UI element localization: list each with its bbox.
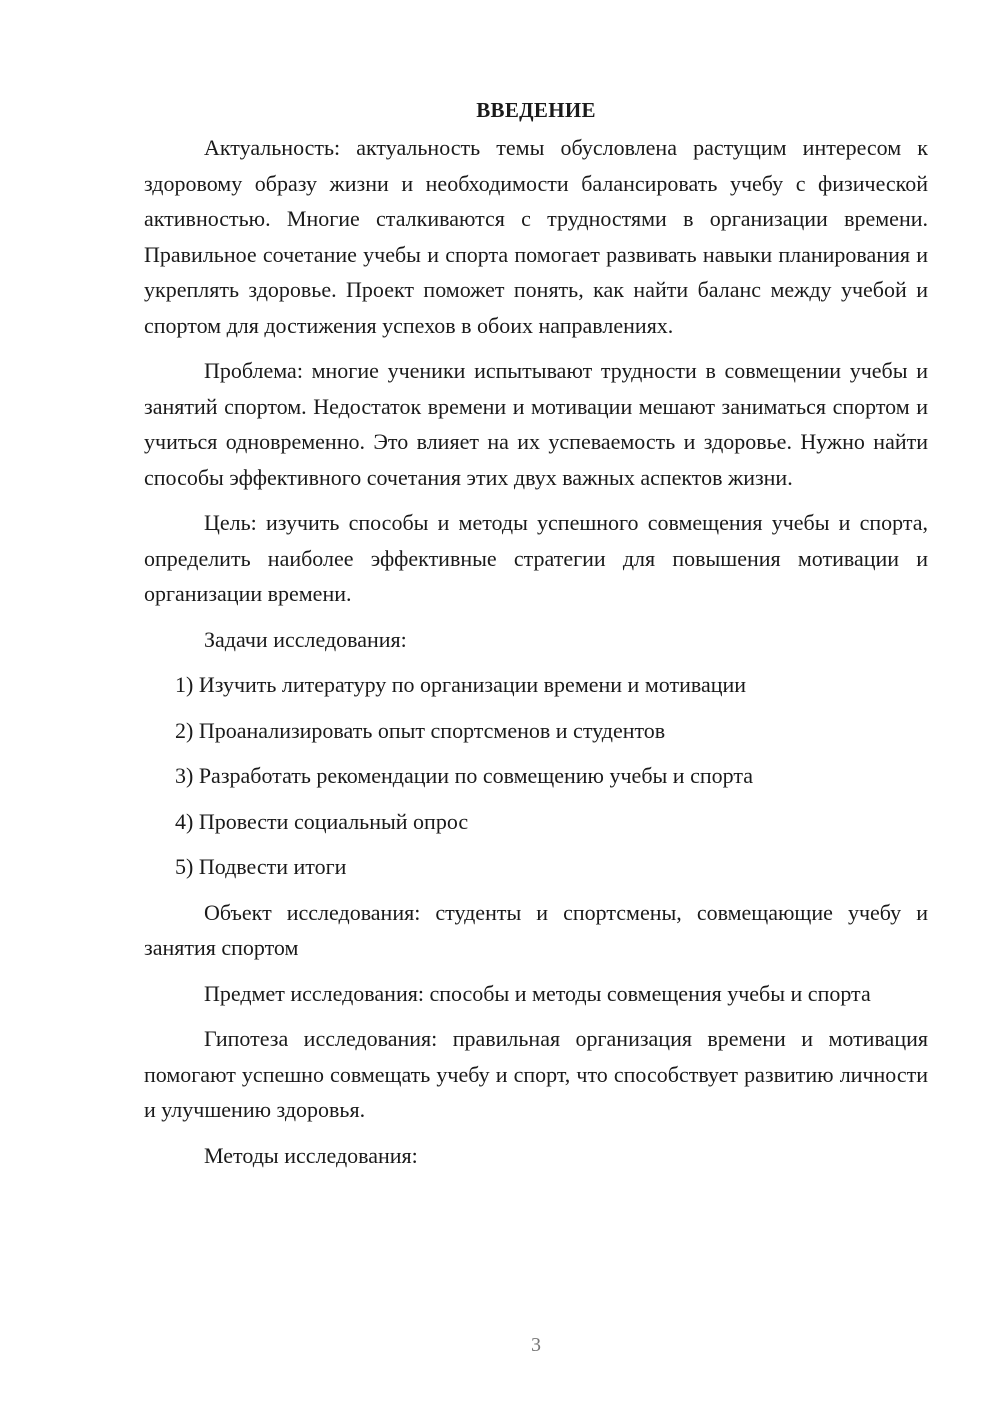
page-number: 3 [531, 1334, 541, 1356]
problem-paragraph: Проблема: многие ученики испытывают трудности в совмещении учебы и занятий спортом. Недостаток времени и мотивации мешают заниматься спортом и учиться одновременно. Это влияет на их успеваемость и здоровье. Нужно найти способы эффективного сочетания этих двух важных аспектов жизни. [144, 358, 928, 490]
object-paragraph: Объект исследования: студенты и спортсмены, совмещающие учебу и занятия спортом [144, 899, 928, 960]
document-page [144, 92, 928, 1183]
hypothesis-paragraph: Гипотеза исследования: правильная организация времени и мотивация помогают успешно совмещать учебу и спорт, что способствует развитию личности и улучшению здоровья. [144, 1026, 928, 1122]
task-item-4: 4) Провести социальный опрос [175, 808, 469, 834]
task-item-1: 1) Изучить литературу по организации времени и мотивации [175, 672, 747, 697]
task-item-5: 5) Подвести итоги [175, 854, 347, 879]
task-item-3: 3) Разработать рекомендации по совмещению учебы и спорта [175, 763, 753, 788]
task-item-2: 2) Проанализировать опыт спортсменов и студентов [175, 717, 666, 743]
goal-paragraph: Цель: изучить способы и методы успешного совмещения учебы и спорта, определить наиболее эффективные стратегии для повышения мотивации и организации времени. [144, 510, 928, 606]
tasks-heading: Задачи исследования: [204, 626, 407, 652]
tasks-list [144, 667, 928, 885]
page-title: ВВЕДЕНИЕ [476, 98, 596, 122]
subject-paragraph: Предмет исследования: способы и методы совмещения учебы и спорта [204, 980, 871, 1006]
methods-heading: Методы исследования: [204, 1142, 418, 1168]
relevance-paragraph: Актуальность: актуальность темы обусловлена растущим интересом к здоровому образу жизни и необходимости балансировать учебу с физической активностью. Многие сталкиваются с трудностями в организации времени. Правильное сочетание учебы и спорта помогает развивать навыки планирования и укреплять здоровье. Проект поможет понять, как найти баланс между учебой и спортом для достижения успехов в обоих направлениях. [144, 135, 928, 338]
